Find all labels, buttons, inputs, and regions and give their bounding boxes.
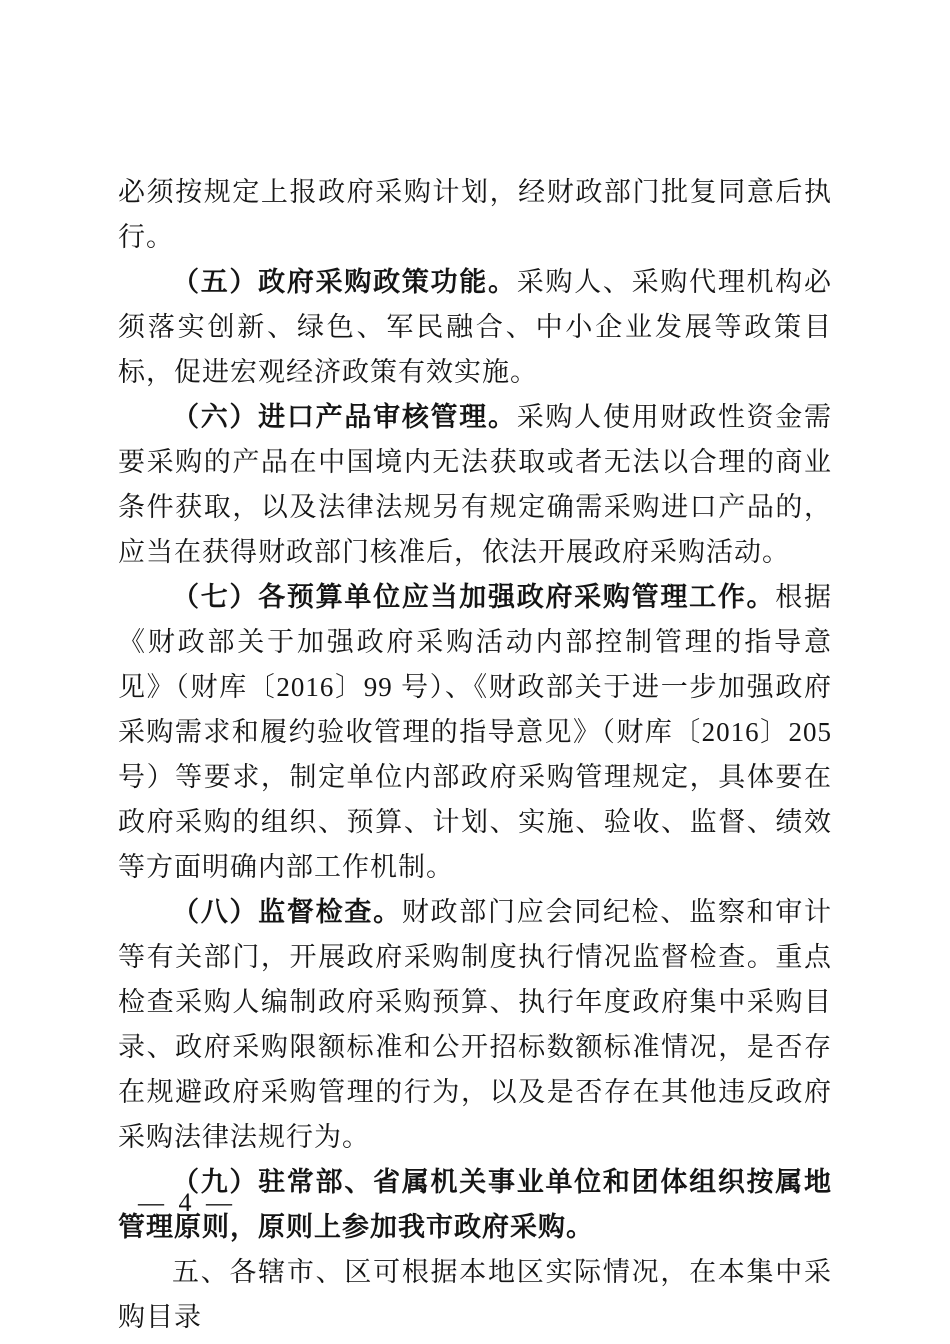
paragraph-heading-text: （六）进口产品审核管理。 xyxy=(172,402,517,432)
paragraph xyxy=(118,1250,832,1340)
paragraph xyxy=(118,575,832,890)
paragraph-text: 采购人使用财政性资金需要采购的产品在中国境内无法获取或者无法以合理的商业条件获取，以及法律法规另有规定确需采购进口产品的，应当在获得财政部门核准后，依法开展政府采购活动。 xyxy=(118,402,833,567)
paragraph-heading-text: （九）驻常部、省属机关事业单位和团体组织按属地管理原则，原则上参加我市政府采购。 xyxy=(118,1167,832,1242)
paragraph-text: 五、各辖市、区可根据本地区实际情况，在本集中采购目录 xyxy=(118,1257,832,1332)
page-number: — 4 — xyxy=(138,1188,236,1217)
paragraph-text: 根据《财政部关于加强政府采购活动内部控制管理的指导意见》（财库〔2016〕99 号）、《财政部关于进一步加强政府采购需求和履约验收管理的指导意见》（财库〔2016〕205 号）等要求，制定单位内部政府采购管理规定，具体要在政府采购的组织、预算、计划、实施、验收、监督、绩效等方面明确内部工作机制。 xyxy=(118,582,833,882)
paragraph xyxy=(118,170,832,260)
paragraph xyxy=(118,890,832,1160)
paragraph-text: 采购人、采购代理机构必须落实创新、绿色、军民融合、中小企业发展等政策目标，促进宏观经济政策有效实施。 xyxy=(118,267,833,387)
paragraph-heading-text: （七）各预算单位应当加强政府采购管理工作。 xyxy=(172,582,776,612)
paragraph-text: 财政部门应会同纪检、监察和审计等有关部门，开展政府采购制度执行情况监督检查。重点检查采购人编制政府采购预算、执行年度政府集中采购目录、政府采购限额标准和公开招标数额标准情况，是否存在规避政府采购管理的行为，以及是否存在其他违反政府采购法律法规行为。 xyxy=(118,897,833,1152)
paragraph-heading-text: （五）政府采购政策功能。 xyxy=(172,267,517,297)
paragraph xyxy=(118,395,832,575)
paragraph-heading-text: （八）监督检查。 xyxy=(172,897,402,927)
document-body xyxy=(118,170,832,1340)
paragraph xyxy=(118,260,832,395)
paragraph-text: 必须按规定上报政府采购计划，经财政部门批复同意后执行。 xyxy=(118,177,832,252)
